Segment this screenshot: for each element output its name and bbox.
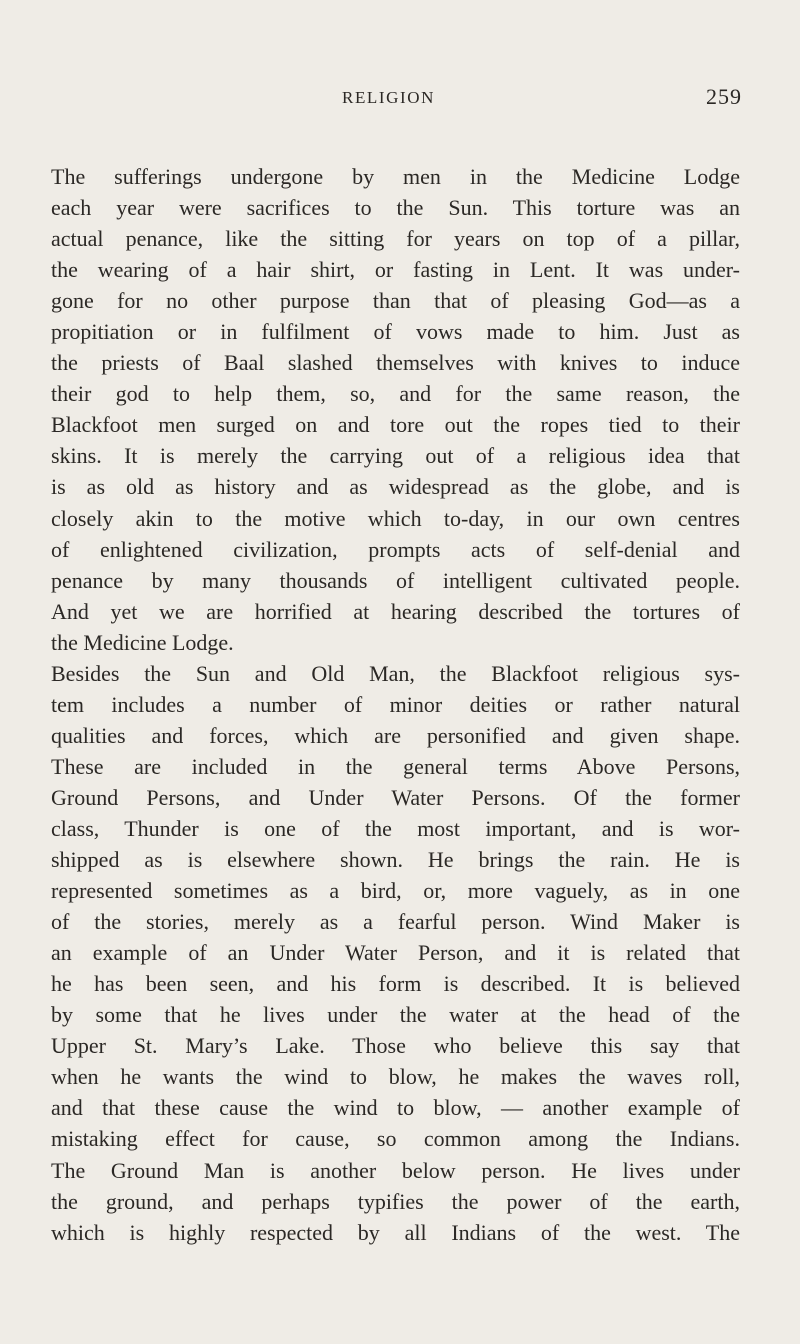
text-line: an example of an Under Water Person, and it is related that	[51, 940, 740, 966]
text-line: mistaking effect for cause, so common among the Indians.	[51, 1126, 740, 1152]
text-line: penance by many thousands of intelligent cultivated people.	[51, 567, 740, 593]
text-line: These are included in the general terms Above Persons,	[51, 753, 740, 779]
text-line: Blackfoot men surged on and tore out the ropes tied to their	[51, 412, 740, 438]
text-line: gone for no other purpose than that of pleasing God—as a	[51, 288, 740, 314]
text-line: their god to help them, so, and for the same reason, the	[51, 381, 740, 407]
text-line: shipped as is elsewhere shown. He brings the rain. He is	[51, 847, 740, 873]
text-line: Upper St. Mary’s Lake. Those who believe this say that	[51, 1033, 740, 1059]
text-line: The sufferings undergone by men in the Medicine Lodge	[51, 164, 740, 189]
text-line: the wearing of a hair shirt, or fasting in Lent. It was under-	[51, 257, 740, 283]
running-head: RELIGION	[342, 88, 436, 107]
text-line: closely akin to the motive which to-day, in our own centres	[51, 505, 740, 531]
text-line: the ground, and perhaps typifies the power of the earth,	[51, 1188, 740, 1214]
text-line: qualities and forces, which are personified and given shape.	[51, 722, 740, 748]
text-line: Ground Persons, and Under Water Persons. Of the former	[51, 784, 740, 810]
text-line: when he wants the wind to blow, he makes the waves roll,	[51, 1064, 740, 1090]
text-line: And yet we are horrified at hearing described the tortures of	[51, 598, 740, 624]
page-number: 259	[706, 84, 742, 109]
text-line: each year were sacrifices to the Sun. This torture was an	[51, 195, 740, 221]
text-line: class, Thunder is one of the most important, and is wor-	[51, 815, 740, 841]
text-line: of the stories, merely as a fearful person. Wind Maker is	[51, 909, 740, 935]
text-line: by some that he lives under the water at the head of the	[51, 1002, 740, 1028]
text-line: and that these cause the wind to blow, — another example of	[51, 1095, 740, 1121]
text-line: propitiation or in fulfilment of vows made to him. Just as	[51, 319, 740, 345]
text-line: Besides the Sun and Old Man, the Blackfoot religious sys-	[51, 660, 740, 686]
text-line: which is highly respected by all Indians of the west. The	[51, 1219, 740, 1245]
text-line: the priests of Baal slashed themselves with knives to induce	[51, 350, 740, 376]
text-line: actual penance, like the sitting for years on top of a pillar,	[51, 226, 740, 252]
text-line: the Medicine Lodge.	[51, 629, 234, 655]
text-line: tem includes a number of minor deities or rather natural	[51, 691, 740, 717]
text-line: skins. It is merely the carrying out of a religious idea that	[51, 443, 740, 469]
text-line: of enlightened civilization, prompts acts of self-denial and	[51, 536, 740, 562]
text-line: The Ground Man is another below person. He lives under	[51, 1157, 740, 1183]
text-line: is as old as history and as widespread as the globe, and is	[51, 474, 740, 500]
text-line: he has been seen, and his form is described. It is believed	[51, 971, 740, 997]
text-line: represented sometimes as a bird, or, more vaguely, as in one	[51, 878, 740, 904]
body-text	[51, 161, 740, 1248]
